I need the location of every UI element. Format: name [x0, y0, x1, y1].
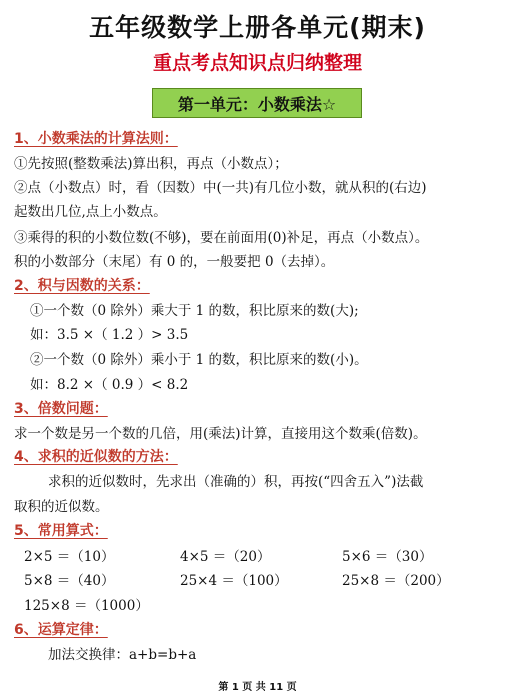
formula: 5×6 ＝（30） — [342, 549, 433, 565]
page-title: 五年级数学上册各单元(期末) — [89, 13, 426, 42]
page-subtitle: 重点考点知识点归纳整理 — [152, 52, 362, 74]
text-line: ①一个数（0 除外）乘大于 1 的数，积比原来的数(大); — [30, 303, 359, 319]
formula: 25×4 ＝（100） — [180, 573, 288, 589]
section-heading-3: 3、倍数问题： — [14, 401, 108, 417]
formula: 2×5 ＝（10） — [24, 549, 115, 565]
section-heading-5: 5、常用算式： — [14, 523, 108, 539]
text-line: 求一个数是另一个数的几倍，用(乘法)计算，直接用这个数乘(倍数)。 — [14, 426, 427, 442]
text-line: 如：8.2 ×（ 0.9 ）< 8.2 — [30, 377, 189, 393]
text-line: 如：3.5 ×（ 1.2 ）> 3.5 — [30, 327, 189, 343]
formula: 4×5 ＝（20） — [180, 549, 271, 565]
formula: 125×8 ＝（1000） — [24, 598, 149, 614]
formula: 5×8 ＝（40） — [24, 573, 115, 589]
text-line: 积的小数部分（末尾）有 0 的，一般要把 0（去掉）。 — [14, 254, 335, 270]
text-line: 求积的近似数时，先求出（准确的）积，再按(“四舍五入”)法截 — [48, 474, 424, 490]
section-heading-6: 6、运算定律： — [14, 622, 108, 638]
text-line: ②一个数（0 除外）乘小于 1 的数，积比原来的数(小)。 — [30, 352, 368, 368]
text-line: 起数出几位,点上小数点。 — [14, 204, 167, 220]
text-line: ①先按照(整数乘法)算出积，再点（小数点）； — [14, 156, 288, 172]
section-heading-4: 4、求积的近似数的方法： — [14, 449, 178, 465]
page-footer: 第 1 页 共 11 页 — [218, 682, 297, 693]
text-line: 取积的近似数。 — [14, 499, 109, 515]
section-heading-2: 2、积与因数的关系： — [14, 278, 150, 294]
text-line: ②点（小数点）时，看（因数）中(一共)有几位小数，就从积的(右边) — [14, 180, 427, 196]
unit-heading: 第一单元：小数乘法☆ — [152, 88, 362, 118]
text-line: ③乘得的积的小数位数(不够)，要在前面用(0)补足，再点（小数点）。 — [14, 230, 429, 246]
formula: 25×8 ＝（200） — [342, 573, 450, 589]
section-heading-1: 1、小数乘法的计算法则： — [14, 131, 178, 147]
text-line: 加法交换律：a+b=b+a — [48, 647, 197, 663]
